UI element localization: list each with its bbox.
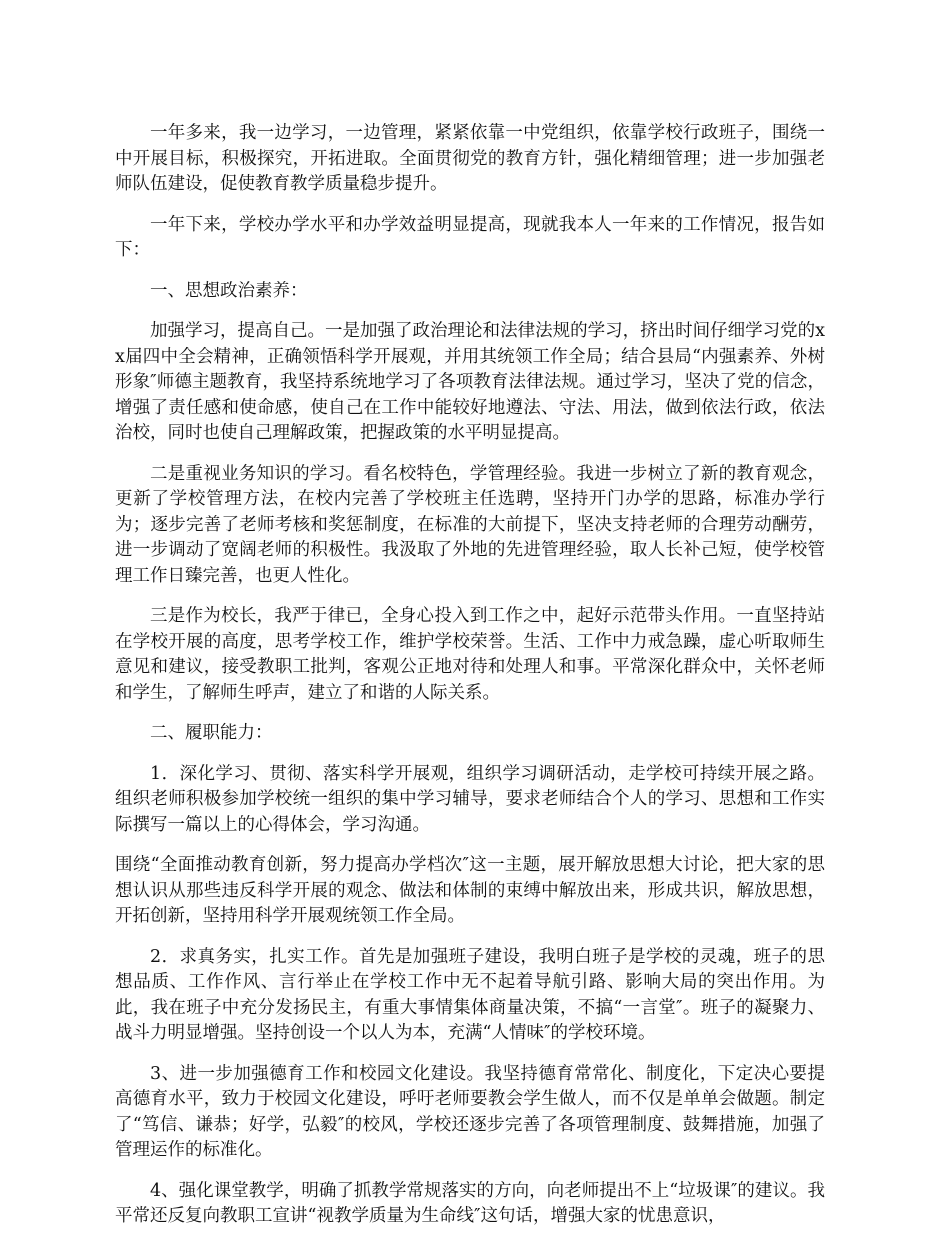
paragraph-principal-role: 三是作为校长，我严于律已，全身心投入到工作之中，起好示范带头作用。一直坚持站在学校开展的高度，思考学校工作，维护学校荣誉。生活、工作中力戒急躁，虚心听取师生意见和建议，接受教职工批判，客观公正地对待和处理人和事。平常深化群众中，关怀老师和学生，了解师生呼声，建立了和谐的人际关系。 <box>115 606 825 703</box>
paragraph-item-2: 2．求真务实，扎实工作。首先是加强班子建设，我明白班子是学校的灵魂，班子的思想品质、工作作风、言行举止在学校工作中无不起着导航引路、影响大局的突出作用。为此，我在班子中充分发扬民主，有重大事情集体商量决策，不搞“一言堂″。班子的凝聚力、战斗力明显增强。坚持创设一个以人为本，充满“人情味″的学校环境。 <box>115 946 825 1043</box>
paragraph-study: 加强学习，提高自己。一是加强了政治理论和法律法规的学习，挤出时间仔细学习党的xx届四中全会精神，正确领悟科学开展观，并用其统领工作全局；结合县局“内强素养、外树形象″师德主题教育，我坚持系统地学习了各项教育法律法规。通过学习，坚决了党的信念，增强了责任感和使命感，使自己在工作中能较好地遵法、守法、用法，做到依法行政，依法治校，同时也使自己理解政策，把握政策的水平明显提高。 <box>115 321 825 443</box>
section-heading-political: 一、思想政治素养： <box>150 280 308 301</box>
paragraph-intro: 一年多来，我一边学习，一边管理，紧紧依靠一中党组织，依靠学校行政班子，围绕一中开展目标，积极探究，开拓进取。全面贯彻党的教育方针，强化精细管理；进一步加强老师队伍建设，促使教育教学质量稳步提升。 <box>115 123 825 194</box>
section-heading-duty: 二、履职能力： <box>150 723 273 743</box>
paragraph-summary: 一年下来，学校办学水平和办学效益明显提高，现就我本人一年来的工作情况，报告如下： <box>115 214 825 260</box>
paragraph-business-knowledge: 二是重视业务知识的学习。看名校特色，学管理经验。我进一步树立了新的教育观念，更新了学校管理方法，在校内完善了学校班主任选聘，坚持开门办学的思路，标准办学行为；逐步完善了老师考核和奖惩制度，在标准的大前提下，坚决支持老师的合理劳动酬劳，进一步调动了宽阔老师的积极性。我汲取了外地的先进管理经验，取人长补己短，使学校管理工作日臻完善，也更人性化。 <box>115 463 825 586</box>
paragraph-item-3: 3、进一步加强德育工作和校园文化建设。我坚持德育常常化、制度化，下定决心要提高德育水平，致力于校园文化建设，呼吁老师要教会学生做人，而不仅是单单会做题。制定了“笃信、谦恭；好学，弘毅″的校风，学校还逐步完善了各项管理制度、鼓舞措施，加强了管理运作的标准化。 <box>115 1063 825 1160</box>
document-body <box>115 121 825 1245</box>
paragraph-item-1: 1．深化学习、贯彻、落实科学开展观，组织学习调研活动，走学校可持续开展之路。组织老师积极参加学校统一组织的集中学习辅导，要求老师结合个人的学习、思想和工作实际撰写一篇以上的心得体会，学习沟通。 <box>115 763 825 835</box>
paragraph-innovation: 围绕“全面推动教育创新，努力提高办学档次″这一主题，展开解放思想大讨论，把大家的思想认识从那些违反科学开展的观念、做法和体制的束缚中解放出来，形成共识，解放思想，开拓创新，坚持用科学开展观统领工作全局。 <box>115 855 825 926</box>
paragraph-item-4: 4、强化课堂教学，明确了抓教学常规落实的方向，向老师提出不上“垃圾课″的建议。我平常还反复向教职工宣讲“视教学质量为生命线″这句话，增强大家的忧患意识， <box>115 1180 825 1226</box>
